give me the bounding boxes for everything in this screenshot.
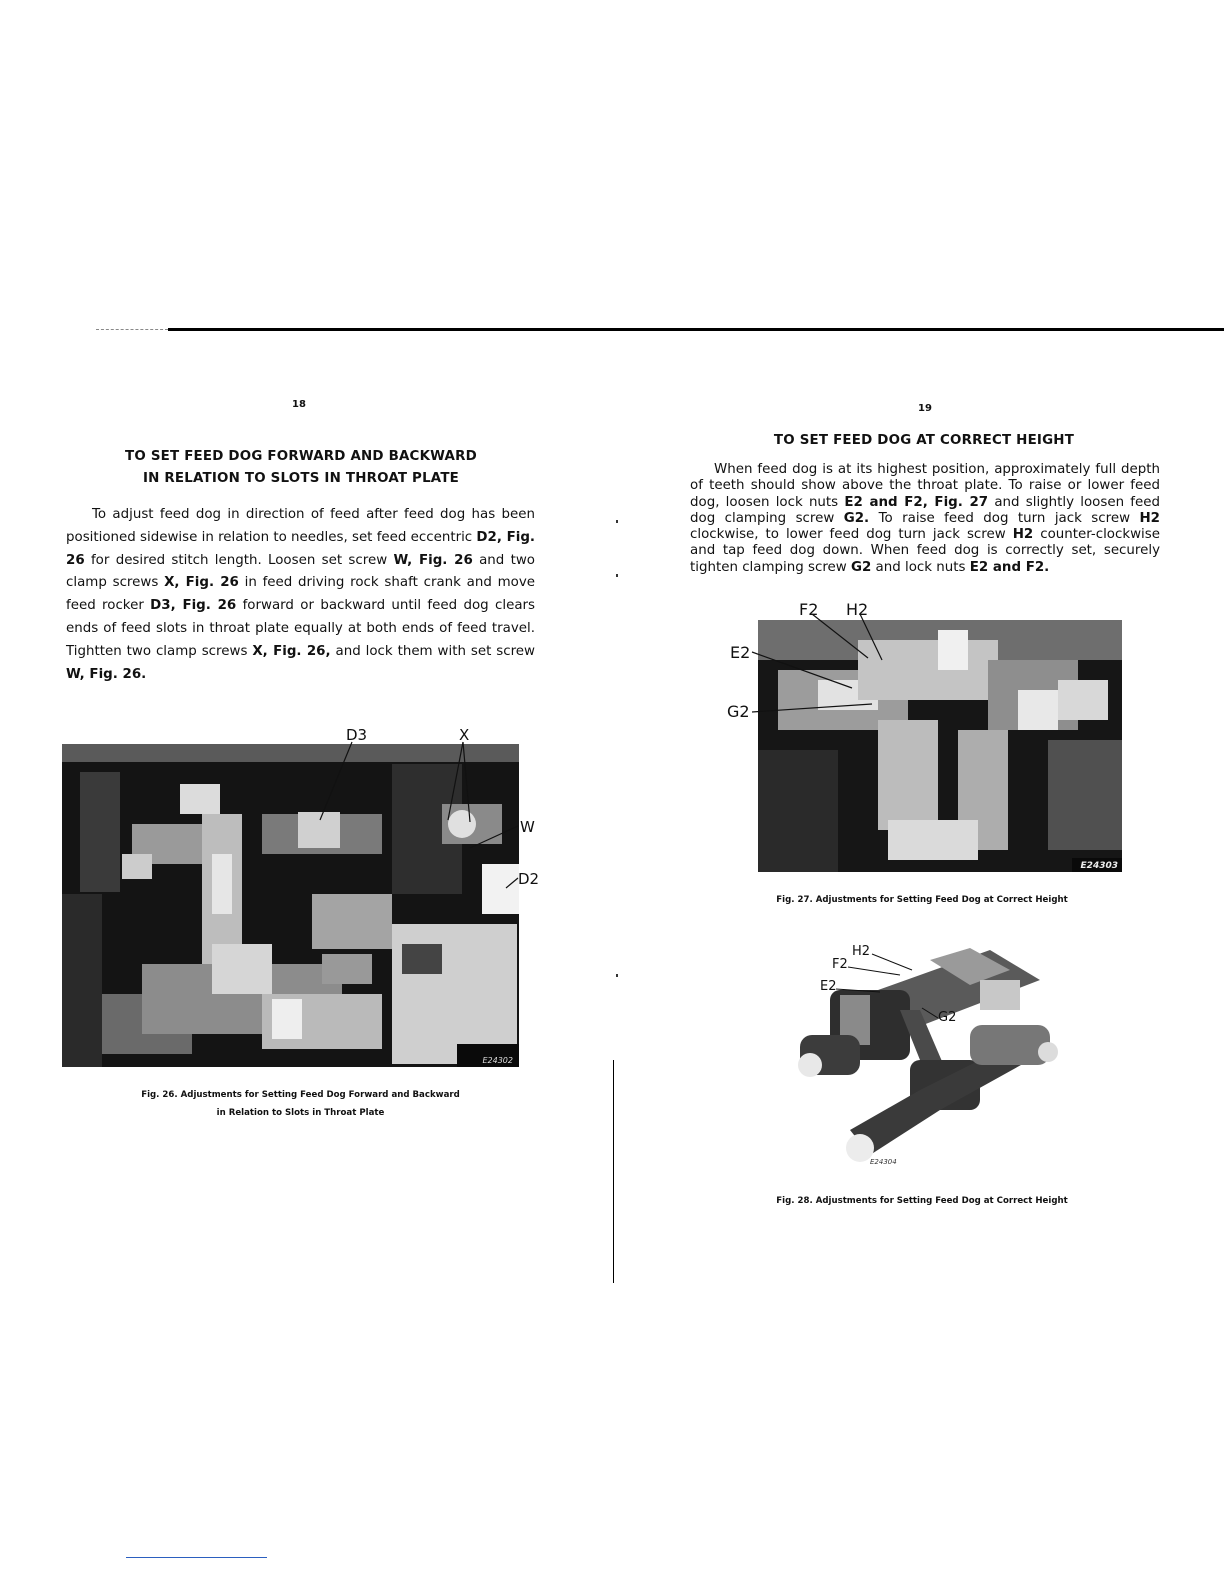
right-paragraph-segment-bold: H2 — [1012, 527, 1034, 543]
left-paragraph-segment: and two clamp screws — [66, 552, 535, 591]
figure-27-label-h2: H2 — [846, 600, 869, 619]
figure-28-label-h2: H2 — [852, 944, 871, 959]
right-paragraph-segment-bold: E2 and F2. — [969, 559, 1050, 575]
figure-27-caption: Fig. 27. Adjustments for Setting Feed Dog at Correct Height — [776, 895, 1068, 905]
left-paragraph-segment-bold: W, Fig. 26 — [393, 552, 473, 568]
right-heading: TO SET FEED DOG AT CORRECT HEIGHT — [773, 433, 1075, 448]
figure-28-label-e2: E2 — [820, 979, 837, 994]
left-paragraph-segment: To adjust feed dog in direction of feed after feed dog has been positioned sidewise in relation to needles, set feed eccentric — [66, 507, 535, 545]
right-paragraph-segment: and slightly loosen feed dog clamping screw — [690, 494, 1160, 526]
right-paragraph-segment-bold: G2 — [850, 559, 872, 575]
right-paragraph-segment-bold: E2 and F2, Fig. 27 — [844, 494, 989, 510]
figure-26-label-w: W — [520, 818, 535, 836]
figure-26-caption-line1: Fig. 26. Adjustments for Setting Feed Dog Forward and Backward — [141, 1090, 460, 1100]
right-paragraph-segment: counter-clockwise and tap feed dog down. When feed dog is correctly set, securely tighten clamping screw — [690, 527, 1160, 575]
left-paragraph-segment-bold: D3, Fig. 26 — [150, 598, 237, 614]
figure-28-stamp: E24304 — [870, 1158, 897, 1166]
figure-26-label-d2: D2 — [518, 870, 540, 888]
left-heading-line1: TO SET FEED DOG FORWARD AND BACKWARD — [125, 449, 477, 464]
figure-27-label-g2: G2 — [727, 702, 750, 721]
left-heading-line2: IN RELATION TO SLOTS IN THROAT PLATE — [142, 471, 460, 486]
right-paragraph-segment-bold: G2. — [843, 510, 870, 526]
figure-26-label-x: X — [459, 726, 470, 744]
left-paragraph-segment: for desired stitch length. Loosen set screw — [84, 552, 394, 568]
left-paragraph-segment-bold: D2, Fig. 26 — [66, 529, 536, 568]
page-number-right: 19 — [918, 403, 932, 414]
figure-26-stamp: E24302 — [482, 1056, 513, 1065]
figure-28-label-g2: G2 — [938, 1010, 957, 1025]
left-paragraph-segment-bold: X, Fig. 26 — [164, 575, 239, 591]
right-paragraph-segment: clockwise, to lower feed dog turn jack screw — [690, 527, 1013, 543]
right-paragraph-segment: To raise feed dog turn jack screw — [869, 510, 1140, 526]
right-paragraph-segment: When feed dog is at its highest position, approximately full depth of teeth should show above the throat plate. To raise or lower feed dog, loosen lock nuts — [690, 462, 1160, 510]
figure-26-caption-line2: in Relation to Slots in Throat Plate — [216, 1108, 385, 1118]
left-paragraph-segment: and lock them with set screw — [330, 643, 535, 659]
figure-28-label-f2: F2 — [832, 957, 848, 972]
right-paragraph-segment-bold: H2 — [1139, 510, 1160, 526]
left-paragraph-segment: forward or backward until feed dog clears ends of feed slots in throat plate equally at both ends of feed travel. Tightten two clamp screws — [66, 598, 536, 659]
page-number-left: 18 — [292, 399, 306, 410]
figure-26-label-d3: D3 — [346, 726, 368, 744]
figure-27-label-f2: F2 — [799, 600, 819, 619]
left-paragraph-segment-bold: X, Fig. 26, — [252, 643, 331, 659]
right-paragraph-segment: and lock nuts — [871, 559, 970, 575]
left-paragraph-segment-bold: W, Fig. 26. — [66, 666, 147, 682]
figure-28-caption: Fig. 28. Adjustments for Setting Feed Dog at Correct Height — [776, 1196, 1068, 1206]
left-paragraph-segment: in feed driving rock shaft crank and move feed rocker — [66, 575, 536, 614]
figure-27-stamp: E24303 — [1080, 861, 1118, 871]
figure-27-label-e2: E2 — [730, 643, 751, 662]
